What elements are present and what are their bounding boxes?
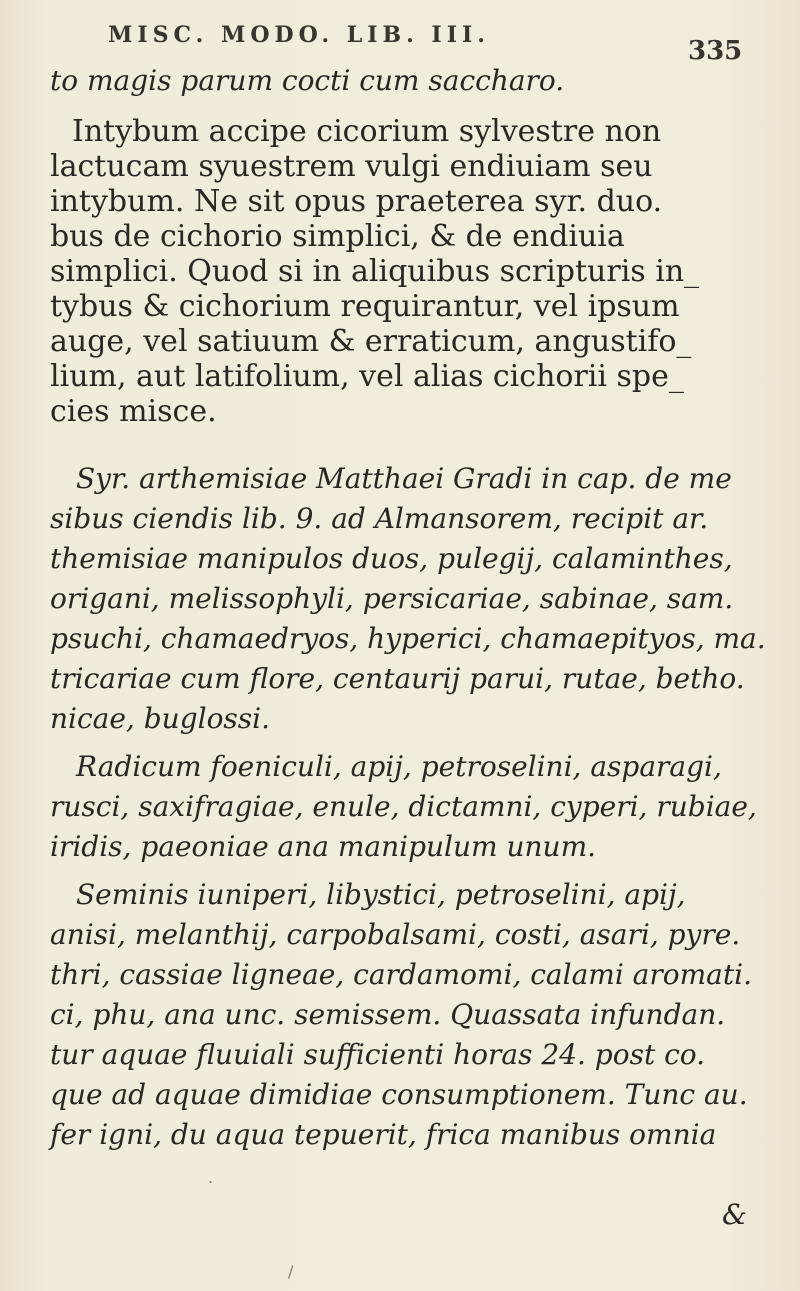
text-line: Intybum accipe cicorium sylvestre non <box>72 114 662 149</box>
first-line: to magis parum cocti cum saccharo. <box>50 64 565 97</box>
text-line: Seminis iuniperi, libystici, petroselini, apij, <box>76 878 686 911</box>
text-line: cies misce. <box>50 394 217 429</box>
text-line: sibus ciendis lib. 9. ad Almansorem, recipit ar. <box>50 502 709 535</box>
text-line: intybum. Ne sit opus praeterea syr. duo. <box>50 184 663 219</box>
text-line: simplici. Quod si in aliquibus scripturis in_ <box>50 254 700 289</box>
text-line: anisi, melanthij, carpobalsami, costi, asari, pyre. <box>50 918 741 951</box>
running-header: MISC. MODO. LIB. III. <box>108 22 490 48</box>
text-line: themisiae manipulos duos, pulegij, calaminthes, <box>50 542 733 575</box>
text-line: tur aquae fluuiali sufficienti horas 24. post co. <box>50 1038 706 1071</box>
stray-ink-mark: . <box>208 1168 214 1187</box>
text-line: bus de cichorio simplici, & de endiuia <box>50 219 625 254</box>
text-line: iridis, paeoniae ana manipulum unum. <box>50 830 597 863</box>
text-line: rusci, saxifragiae, enule, dictamni, cyperi, rubiae, <box>50 790 757 823</box>
text-line: lactucam syuestrem vulgi endiuiam seu <box>50 149 653 184</box>
text-line: origani, melissophyli, persicariae, sabinae, sam. <box>50 582 734 615</box>
text-line: fer igni, du aqua tepuerit, frica manibus omnia <box>50 1118 717 1151</box>
text-line: tricariae cum flore, centaurij parui, rutae, betho. <box>50 662 745 695</box>
text-line: psuchi, chamaedryos, hyperici, chamaepityos, ma. <box>50 622 766 655</box>
text-line: ci, phu, ana unc. semissem. Quassata infundan. <box>50 998 726 1031</box>
text-line: lium, aut latifolium, vel alias cichorii spe_ <box>50 359 684 394</box>
text-line: tybus & cichorium requirantur, vel ipsum <box>50 289 680 324</box>
text-line: auge, vel satiuum & erraticum, angustifo_ <box>50 324 692 359</box>
catchword: & <box>722 1198 747 1231</box>
page-number: 335 <box>688 36 743 66</box>
stray-ink-mark: / <box>288 1262 294 1281</box>
text-line: Syr. arthemisiae Matthaei Gradi in cap. de me <box>76 462 732 495</box>
text-line: que ad aquae dimidiae consumptionem. Tunc au. <box>50 1078 748 1111</box>
text-line: Radicum foeniculi, apij, petroselini, asparagi, <box>76 750 722 783</box>
text-line: thri, cassiae ligneae, cardamomi, calami aromati. <box>50 958 752 991</box>
text-line: nicae, buglossi. <box>50 702 271 735</box>
